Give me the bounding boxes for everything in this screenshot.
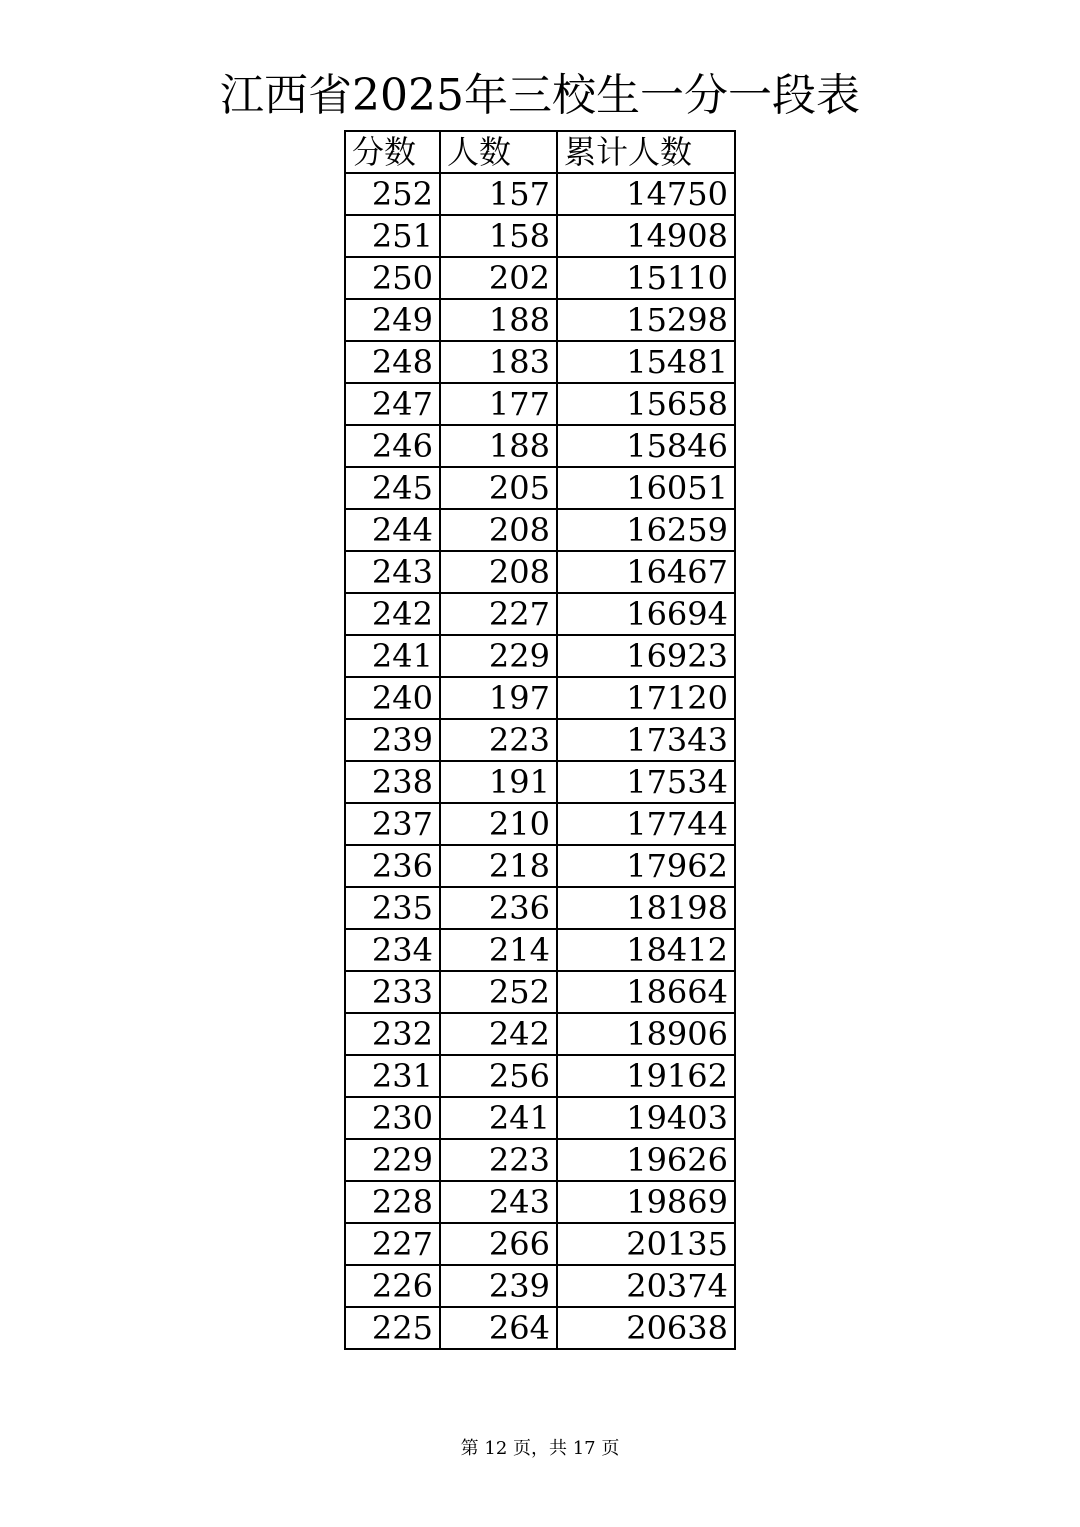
cell-cumulative-count: 19403 bbox=[557, 1097, 735, 1139]
cell-count: 158 bbox=[440, 215, 557, 257]
cell-score: 237 bbox=[345, 803, 440, 845]
table-row bbox=[345, 1097, 735, 1139]
cell-score: 244 bbox=[345, 509, 440, 551]
cell-score: 241 bbox=[345, 635, 440, 677]
table-row bbox=[345, 719, 735, 761]
table-row bbox=[345, 1223, 735, 1265]
table-row bbox=[345, 1307, 735, 1349]
table-row bbox=[345, 551, 735, 593]
cell-cumulative-count: 15110 bbox=[557, 257, 735, 299]
cell-score: 226 bbox=[345, 1265, 440, 1307]
cell-cumulative-count: 19626 bbox=[557, 1139, 735, 1181]
cell-count: 210 bbox=[440, 803, 557, 845]
table-row bbox=[345, 887, 735, 929]
cell-cumulative-count: 17534 bbox=[557, 761, 735, 803]
cell-score: 227 bbox=[345, 1223, 440, 1265]
cell-score: 234 bbox=[345, 929, 440, 971]
cell-count: 197 bbox=[440, 677, 557, 719]
cell-count: 188 bbox=[440, 425, 557, 467]
table-row bbox=[345, 215, 735, 257]
cell-cumulative-count: 19162 bbox=[557, 1055, 735, 1097]
table-body bbox=[345, 173, 735, 1349]
cell-cumulative-count: 18412 bbox=[557, 929, 735, 971]
cell-cumulative-count: 20135 bbox=[557, 1223, 735, 1265]
table-row bbox=[345, 845, 735, 887]
cell-cumulative-count: 14908 bbox=[557, 215, 735, 257]
cell-score: 250 bbox=[345, 257, 440, 299]
cell-score: 246 bbox=[345, 425, 440, 467]
cell-count: 157 bbox=[440, 173, 557, 215]
cell-score: 228 bbox=[345, 1181, 440, 1223]
table-row bbox=[345, 299, 735, 341]
cell-cumulative-count: 17962 bbox=[557, 845, 735, 887]
table-row bbox=[345, 971, 735, 1013]
cell-cumulative-count: 16259 bbox=[557, 509, 735, 551]
table-row bbox=[345, 1139, 735, 1181]
cell-score: 251 bbox=[345, 215, 440, 257]
table-row bbox=[345, 509, 735, 551]
cell-count: 223 bbox=[440, 719, 557, 761]
cell-score: 242 bbox=[345, 593, 440, 635]
cell-count: 188 bbox=[440, 299, 557, 341]
table-row bbox=[345, 257, 735, 299]
cell-count: 256 bbox=[440, 1055, 557, 1097]
cell-cumulative-count: 17744 bbox=[557, 803, 735, 845]
cell-score: 247 bbox=[345, 383, 440, 425]
header-count: 人数 bbox=[440, 131, 557, 173]
cell-cumulative-count: 18198 bbox=[557, 887, 735, 929]
cell-cumulative-count: 16923 bbox=[557, 635, 735, 677]
header-cumulative-count: 累计人数 bbox=[557, 131, 735, 173]
table-header-row bbox=[345, 131, 735, 173]
table-row bbox=[345, 593, 735, 635]
cell-cumulative-count: 15298 bbox=[557, 299, 735, 341]
cell-count: 242 bbox=[440, 1013, 557, 1055]
cell-cumulative-count: 15846 bbox=[557, 425, 735, 467]
cell-score: 252 bbox=[345, 173, 440, 215]
cell-cumulative-count: 19869 bbox=[557, 1181, 735, 1223]
table-row bbox=[345, 467, 735, 509]
table-row bbox=[345, 677, 735, 719]
cell-score: 225 bbox=[345, 1307, 440, 1349]
cell-count: 208 bbox=[440, 551, 557, 593]
cell-count: 236 bbox=[440, 887, 557, 929]
cell-count: 202 bbox=[440, 257, 557, 299]
cell-cumulative-count: 18906 bbox=[557, 1013, 735, 1055]
cell-count: 208 bbox=[440, 509, 557, 551]
table-row bbox=[345, 761, 735, 803]
page-title: 江西省2025年三校生一分一段表 bbox=[220, 70, 860, 121]
cell-score: 240 bbox=[345, 677, 440, 719]
cell-count: 243 bbox=[440, 1181, 557, 1223]
cell-score: 243 bbox=[345, 551, 440, 593]
cell-score: 248 bbox=[345, 341, 440, 383]
cell-count: 227 bbox=[440, 593, 557, 635]
cell-score: 238 bbox=[345, 761, 440, 803]
cell-score: 239 bbox=[345, 719, 440, 761]
cell-count: 218 bbox=[440, 845, 557, 887]
cell-count: 205 bbox=[440, 467, 557, 509]
cell-score: 231 bbox=[345, 1055, 440, 1097]
cell-count: 191 bbox=[440, 761, 557, 803]
table-row bbox=[345, 173, 735, 215]
cell-cumulative-count: 20374 bbox=[557, 1265, 735, 1307]
table-row bbox=[345, 383, 735, 425]
cell-count: 229 bbox=[440, 635, 557, 677]
cell-count: 266 bbox=[440, 1223, 557, 1265]
cell-cumulative-count: 15658 bbox=[557, 383, 735, 425]
table-row bbox=[345, 425, 735, 467]
cell-cumulative-count: 17343 bbox=[557, 719, 735, 761]
table-row bbox=[345, 929, 735, 971]
table-row bbox=[345, 1055, 735, 1097]
cell-count: 252 bbox=[440, 971, 557, 1013]
cell-count: 183 bbox=[440, 341, 557, 383]
table-row bbox=[345, 1265, 735, 1307]
score-distribution-table bbox=[344, 130, 736, 1350]
cell-count: 214 bbox=[440, 929, 557, 971]
cell-score: 249 bbox=[345, 299, 440, 341]
cell-cumulative-count: 15481 bbox=[557, 341, 735, 383]
header-score: 分数 bbox=[345, 131, 440, 173]
cell-score: 236 bbox=[345, 845, 440, 887]
cell-cumulative-count: 16694 bbox=[557, 593, 735, 635]
table-row bbox=[345, 803, 735, 845]
table-row bbox=[345, 1181, 735, 1223]
cell-count: 177 bbox=[440, 383, 557, 425]
cell-score: 229 bbox=[345, 1139, 440, 1181]
cell-score: 235 bbox=[345, 887, 440, 929]
page-footer: 第 12 页，共 17 页 bbox=[460, 1438, 620, 1459]
cell-cumulative-count: 18664 bbox=[557, 971, 735, 1013]
cell-cumulative-count: 16467 bbox=[557, 551, 735, 593]
table-row bbox=[345, 635, 735, 677]
cell-count: 241 bbox=[440, 1097, 557, 1139]
table-row bbox=[345, 341, 735, 383]
cell-score: 233 bbox=[345, 971, 440, 1013]
cell-cumulative-count: 17120 bbox=[557, 677, 735, 719]
cell-count: 223 bbox=[440, 1139, 557, 1181]
cell-count: 264 bbox=[440, 1307, 557, 1349]
cell-count: 239 bbox=[440, 1265, 557, 1307]
cell-score: 245 bbox=[345, 467, 440, 509]
cell-score: 232 bbox=[345, 1013, 440, 1055]
cell-cumulative-count: 14750 bbox=[557, 173, 735, 215]
cell-cumulative-count: 20638 bbox=[557, 1307, 735, 1349]
cell-score: 230 bbox=[345, 1097, 440, 1139]
cell-cumulative-count: 16051 bbox=[557, 467, 735, 509]
table-row bbox=[345, 1013, 735, 1055]
